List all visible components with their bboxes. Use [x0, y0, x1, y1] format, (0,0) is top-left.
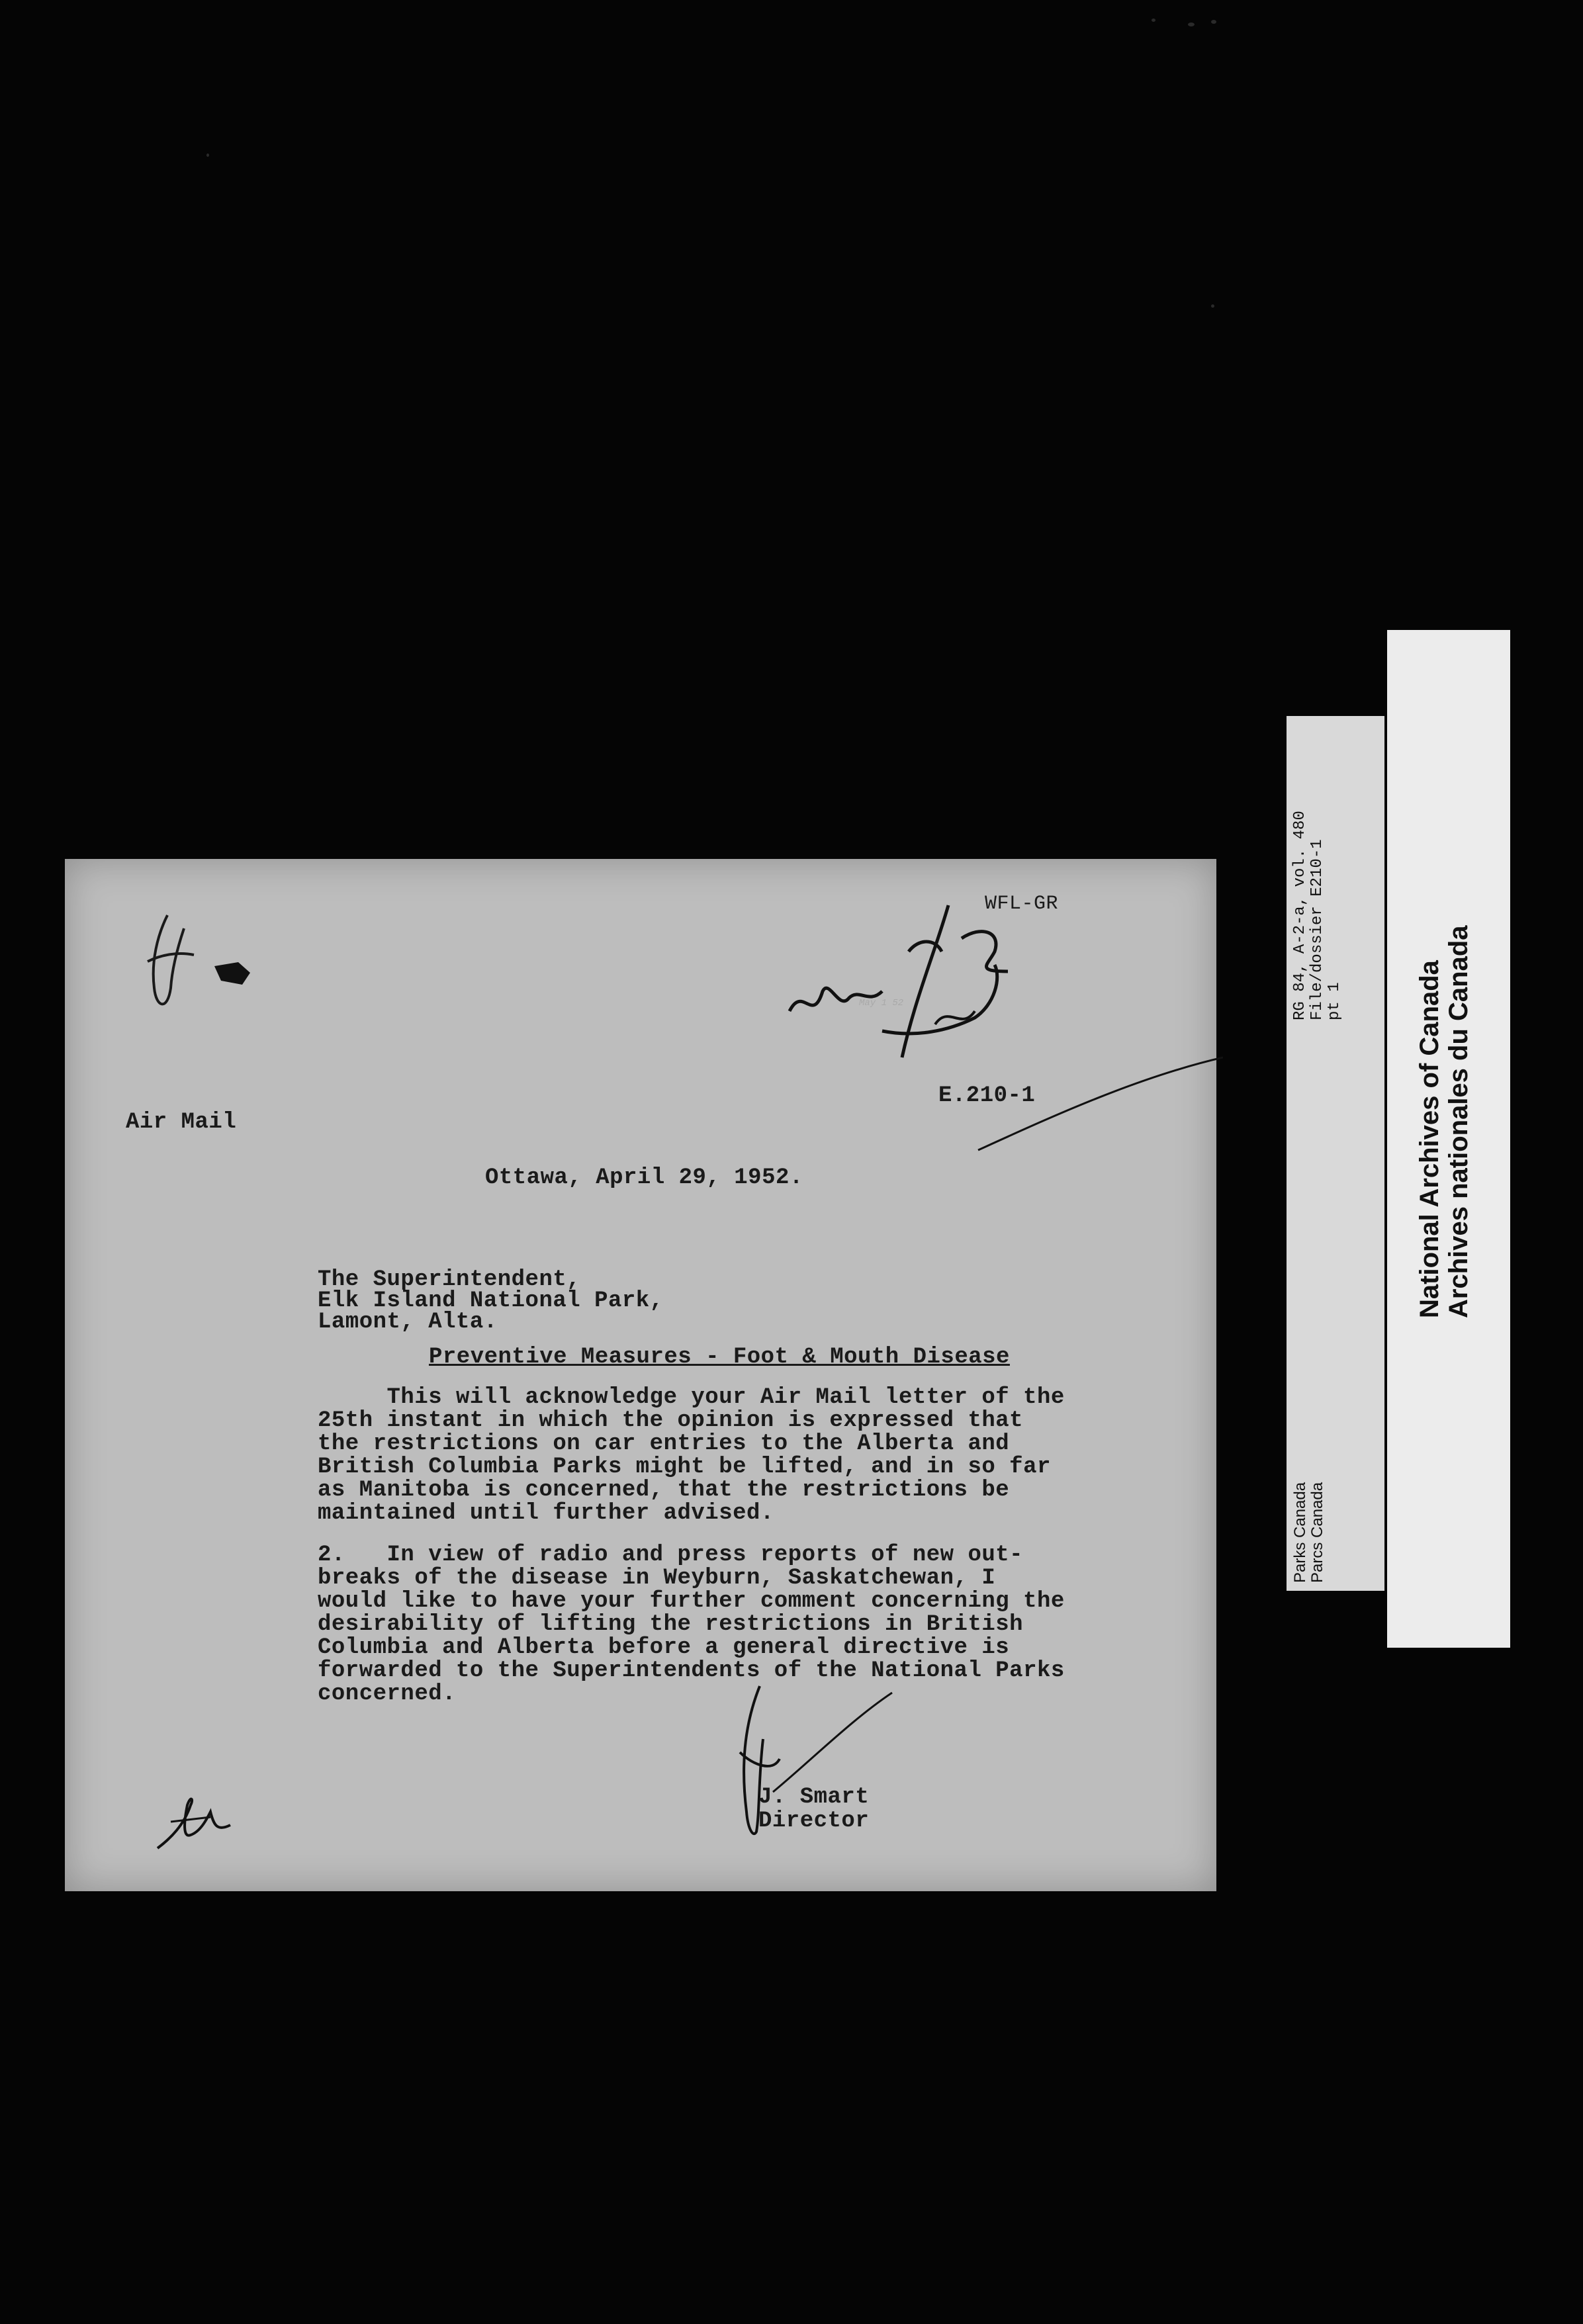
institution-name	[1415, 925, 1473, 1318]
body-line: maintained until further advised.	[318, 1501, 774, 1526]
body-line: 25th instant in which the opinion is expressed that	[318, 1408, 1024, 1433]
handwritten-initials	[151, 1785, 244, 1858]
archive-institution-card	[1387, 630, 1510, 1648]
pen-stroke	[972, 1038, 1223, 1157]
body-line: breaks of the disease in Weyburn, Saskatchewan, I	[318, 1566, 996, 1591]
dust-speck	[1211, 20, 1216, 24]
dust-speck	[1188, 22, 1195, 26]
letter-sheet	[65, 859, 1216, 1891]
recipient-line: Elk Island National Park,	[318, 1288, 664, 1314]
reference-line: RG 84, A-2-a, vol. 480	[1291, 811, 1309, 1020]
signatory-title: Director	[758, 1809, 870, 1834]
archive-reference-strip	[1287, 716, 1384, 1591]
body-line: would like to have your further comment concerning the	[318, 1589, 1065, 1614]
dust-speck	[206, 154, 209, 157]
date-stamp-text: May 1 52	[859, 998, 904, 1008]
reference-line: pt 1	[1326, 982, 1343, 1020]
department-label	[1292, 1482, 1326, 1583]
department-line: Parks Canada	[1291, 1482, 1309, 1583]
body-line: desirability of lifting the restrictions in British	[318, 1612, 1024, 1637]
body-line: This will acknowledge your Air Mail letter of the	[318, 1385, 1065, 1410]
ink-blot	[209, 957, 255, 990]
institution-line: National Archives of Canada	[1415, 960, 1444, 1318]
place-date: Ottawa, April 29, 1952.	[485, 1165, 803, 1190]
recipient-line: Lamont, Alta.	[318, 1310, 498, 1335]
delivery-method: Air Mail	[126, 1110, 237, 1135]
routing-code: WFL-GR	[985, 893, 1059, 915]
archive-reference	[1292, 811, 1343, 1020]
body-line: as Manitoba is concerned, that the restrictions be	[318, 1478, 1010, 1503]
dust-speck	[1211, 304, 1214, 308]
file-number: E.210-1	[938, 1083, 1036, 1108]
body-line: British Columbia Parks might be lifted, and in so far	[318, 1454, 1051, 1480]
body-line: forwarded to the Superintendents of the National Parks	[318, 1658, 1065, 1683]
dust-speck	[1152, 19, 1155, 22]
department-line: Parcs Canada	[1308, 1482, 1326, 1583]
recipient-line: The Superintendent,	[318, 1267, 581, 1292]
body-line: the restrictions on car entries to the Alberta and	[318, 1431, 1010, 1456]
handwritten-initials	[131, 909, 204, 1021]
reference-line: File/dossier E210-1	[1308, 839, 1326, 1020]
institution-line: Archives nationales du Canada	[1444, 925, 1473, 1318]
signatory-name: J. Smart	[758, 1785, 870, 1810]
subject-line: Preventive Measures - Foot & Mouth Disease	[429, 1345, 1010, 1370]
body-line: 2. In view of radio and press reports of new out-	[318, 1542, 1024, 1568]
body-line: Columbia and Alberta before a general directive is	[318, 1635, 1010, 1660]
body-line: concerned.	[318, 1681, 457, 1707]
